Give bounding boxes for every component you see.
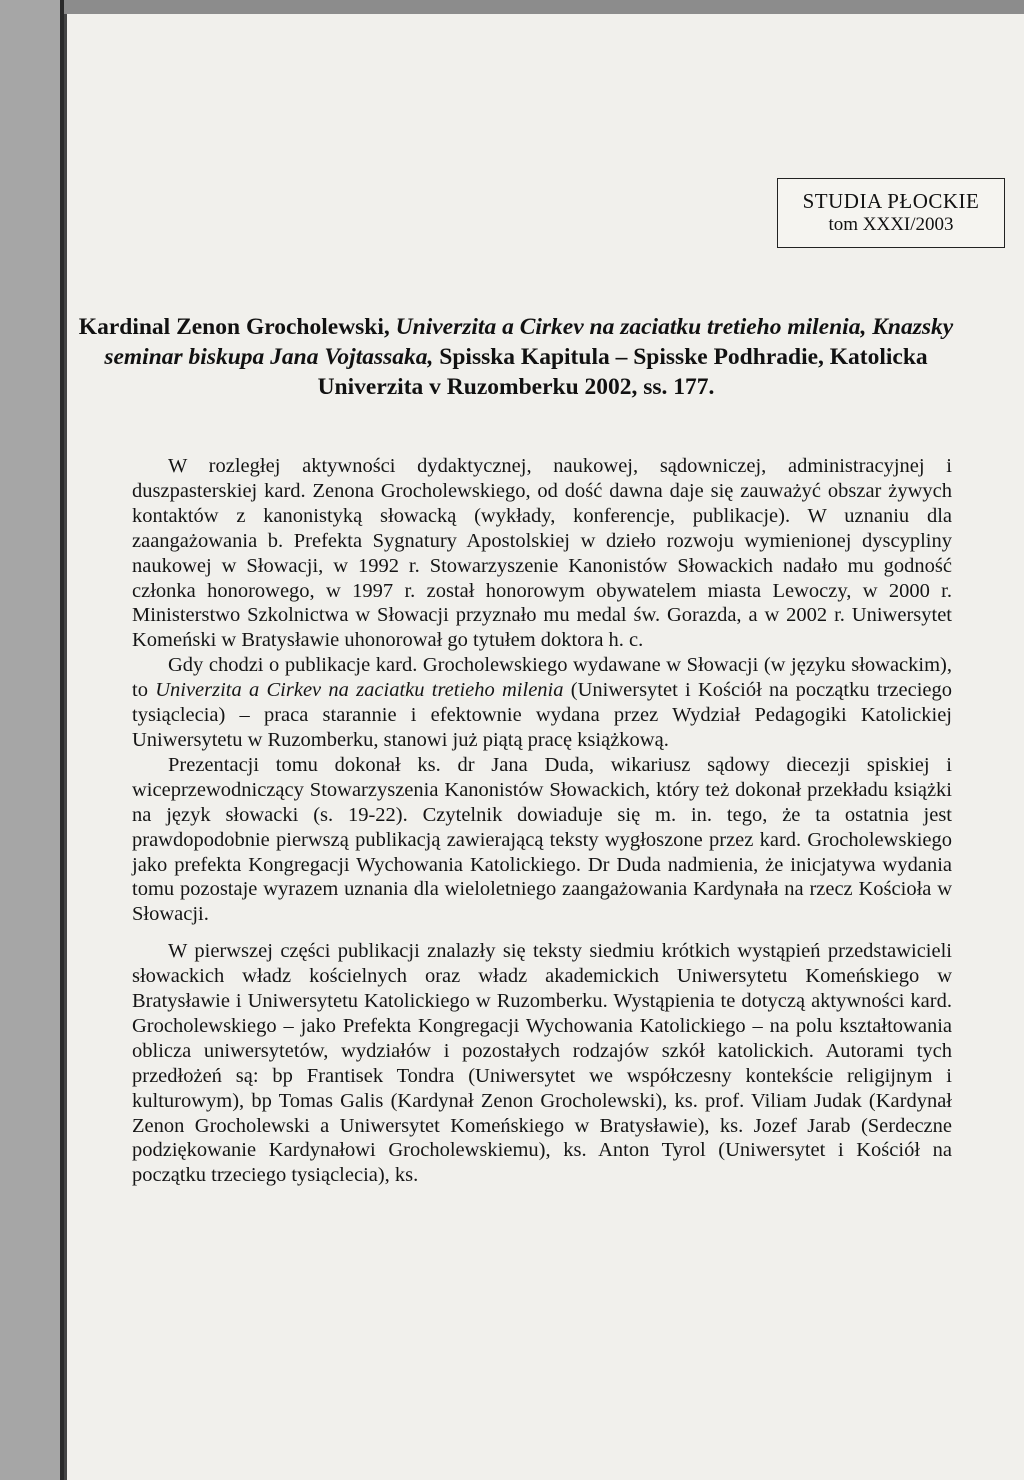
paragraph-2: Gdy chodzi o publikacje kard. Grocholewskiego wydawane w Słowacji (w języku słowackim), to Univerzita a Cirkev na zaciatku tretieho milenia (Uniwersytet i Kościół na początku trzeciego tysiąclecia) – praca starannie i efektownie wydana przez Wydział Pedagogiki Katolickiej Uniwersytetu w Ruzomberku, stanowi już piątą pracę książkową. [132, 654, 952, 751]
scan-left-margin [0, 0, 64, 1480]
journal-name: STUDIA PŁOCKIE [802, 189, 980, 213]
paragraph-4: W pierwszej części publikacji znalazły się teksty siedmiu krótkich wystąpień przedstawicieli słowackich władz kościelnych oraz władz akademickich Uniwersytetu Komeńskiego w Bratysławie i Uniwersytetu Katolickiego w Ruzomberku. Wystąpienia te dotyczą aktywności kard. Grocholewskiego – jako Prefekta Kongregacji Wychowania Katolickiego – na polu kształtowania oblicza uniwersytetów, wydziałów i pozostałych rodzajów szkół katolickich. Autorami tych przedłożeń są: bp Frantisek Tondra (Uniwersytet we współczesny kontekście religijnym i kulturowym), bp Tomas Galis (Kardynał Zenon Grocholewski), ks. prof. Viliam Judak (Kardynał Zenon Grocholewski a Uniwersytet Komeńskiego w Bratysławie), ks. Jozef Jarab (Serdeczne podziękowanie Kardynałowi Grocholewskiemu), ks. Anton Tyrol (Uniwersytet i Kościół na początku trzeciego tysiąclecia), ks. [132, 940, 952, 1187]
inline-book-title: Univerzita a Cirkev na zaciatku tretieho milenia [155, 679, 564, 702]
book-author: Kardinal Zenon Grocholewski, [78, 314, 390, 340]
book-publisher: Spisska Kapitula – Spisske Podhradie, Katolicka Univerzita v Ruzomberku 2002, ss. 177. [317, 344, 928, 400]
book-title: Univerzita a Cirkev na zaciatku tretieho milenia, Knazsky seminar biskupa Jana Vojtassaka, [104, 314, 954, 370]
journal-volume: tom XXXI/2003 [828, 214, 954, 235]
page-edge [64, 14, 67, 1480]
review-body [132, 454, 952, 1188]
paragraph-3: Prezentacji tomu dokonał ks. dr Jana Duda, wikariusz sądowy diecezji spiskiej i wiceprzewodniczący Stowarzyszenia Kanonistów Słowackich, który też dokonał przekładu książki na język słowacki (s. 19-22). Czytelnik dowiaduje się m. in. tego, że ta ostatnia jest prawdopodobnie pierwszą publikacją zawierającą teksty wygłoszone przez kard. Grocholewskiego jako prefekta Kongregacji Wychowania Katolickiego. Dr Duda nadmienia, że inicjatywa wydania tomu pozostaje wyrazem uznania dla wieloletniego zaangażowania Kardynała na rzecz Kościoła w Słowacji. [132, 753, 952, 926]
journal-stamp [777, 178, 1005, 248]
paragraph-1: W rozległej aktywności dydaktycznej, naukowej, sądowniczej, administracyjnej i duszpasterskiej kard. Zenona Grocholewskiego, od dość dawna daje się zauważyć obszar żywych kontaktów z kanonistyką słowacką (wykłady, konferencje, publikacje). W uznaniu dla zaangażowania b. Prefekta Sygnatury Apostolskiej w dzieło rozwoju wymienionej dyscypliny naukowej w Słowacji, w 1992 r. Stowarzyszenie Kanonistów Słowackich nadało mu godność członka honorowego, w 1997 r. został honorowym obywatelem miasta Lewoczy, w 2000 r. Ministerstwo Szkolnictwa w Słowacji przyznało mu medal św. Gorazda, a w 2002 r. Uniwersytet Komeński w Bratysławie uhonorował go tytułem doktora h. c. [132, 455, 952, 652]
review-heading [76, 312, 956, 402]
